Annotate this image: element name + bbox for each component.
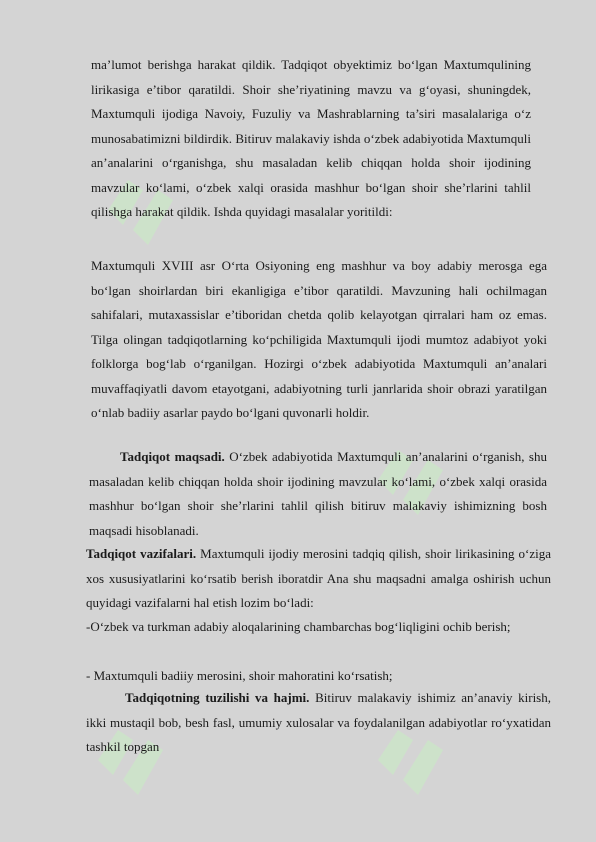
paragraph-structure [86, 686, 551, 760]
research-goal-text: O‘zbek adabiyotida Maxtumquli an’analarini o‘rganish, shu masaladan kelib chiqqan holda shoir ijodining mavzular ko‘lami, o‘zbek xalqi orasida mashhur bo‘lgan shoir she’rlarini tahlil qilish bitiruv malakaviy ishimizning bosh maqsadi hisoblanadi. [89, 449, 547, 538]
paragraph-research-tasks [86, 542, 551, 616]
research-tasks-heading: Tadqiqot vazifalari. [86, 546, 197, 561]
paragraph-maxtumquli: Maxtumquli XVIII asr O‘rta Osiyoning eng mashhur va boy adabiy merosga ega bo‘lgan shoirlardan biri ekanligiga e’tibor qaratildi. Mavzuning hali ochilmagan sahifalari, mutaxassislar e’tiboridan chetda qolib kelayotgan qirralari ham oz emas. Tilga olingan tadqiqotlarning ko‘pchiligida Maxtumquli ijodi mumtoz adabiyot yoki folklorga bog‘lab o‘rganilgan. Hozirgi o‘zbek adabiyotida Maxtumquli an’analari muvaffaqiyatli davom etayotgani, adabiyotning turli janrlarida shoir obrazi yaratilgan o‘nlab badiiy asarlar paydo bo‘lgani quvonarli holdir. [91, 258, 547, 420]
paragraph-intro: ma’lumot berishga harakat qildik. Tadqiqot obyektimiz bo‘lgan Maxtumqulining lirikasiga e’tibor qaratildi. Shoir she’riyatining mavzu va g‘oyasi, shuningdek, Maxtumquli ijodiga Navoiy, Fuzuliy va Mashrablarning ta’siri masalalariga o‘z munosabatimizni bildirdik. Bitiruv malakaviy ishda o‘zbek adabiyotida Maxtumquli an’analarini o‘rganishga, shu masaladan kelib chiqqan holda shoir ijodining mavzular ko‘lami, o‘zbek xalqi orasida mashhur bo‘lgan shoir she’rlarini tahlil qilishga harakat qildik. Ishda quyidagi masalalar yoritildi: [91, 57, 531, 219]
list-item: -O‘zbek va turkman adabiy aloqalarining chambarchas bog‘liqligini ochib berish; [86, 619, 511, 634]
structure-heading: Tadqiqotning tuzilishi va hajmi. [125, 690, 310, 705]
paragraph-research-goal [89, 445, 547, 543]
list-item: - Maxtumquli badiiy merosini, shoir mahoratini ko‘rsatish; [86, 668, 393, 683]
structure-text: Bitiruv malakaviy ishimiz an’anaviy kirish, ikki mustaqil bob, besh fasl, umumiy xulosalar va foydalanilgan adabiyotlar ro‘yxatidan tashkil topgan [86, 690, 551, 754]
research-tasks-text: Maxtumquli ijodiy merosini tadqiq qilish, shoir lirikasining o‘ziga xos xususiyatlarini ko‘rsatib berish iboratdir Ana shu maqsadni amalga oshirish uchun quyidagi vazifalarni hal etish lozim bo‘ladi: [86, 546, 551, 610]
research-goal-heading: Tadqiqot maqsadi. [120, 449, 225, 464]
